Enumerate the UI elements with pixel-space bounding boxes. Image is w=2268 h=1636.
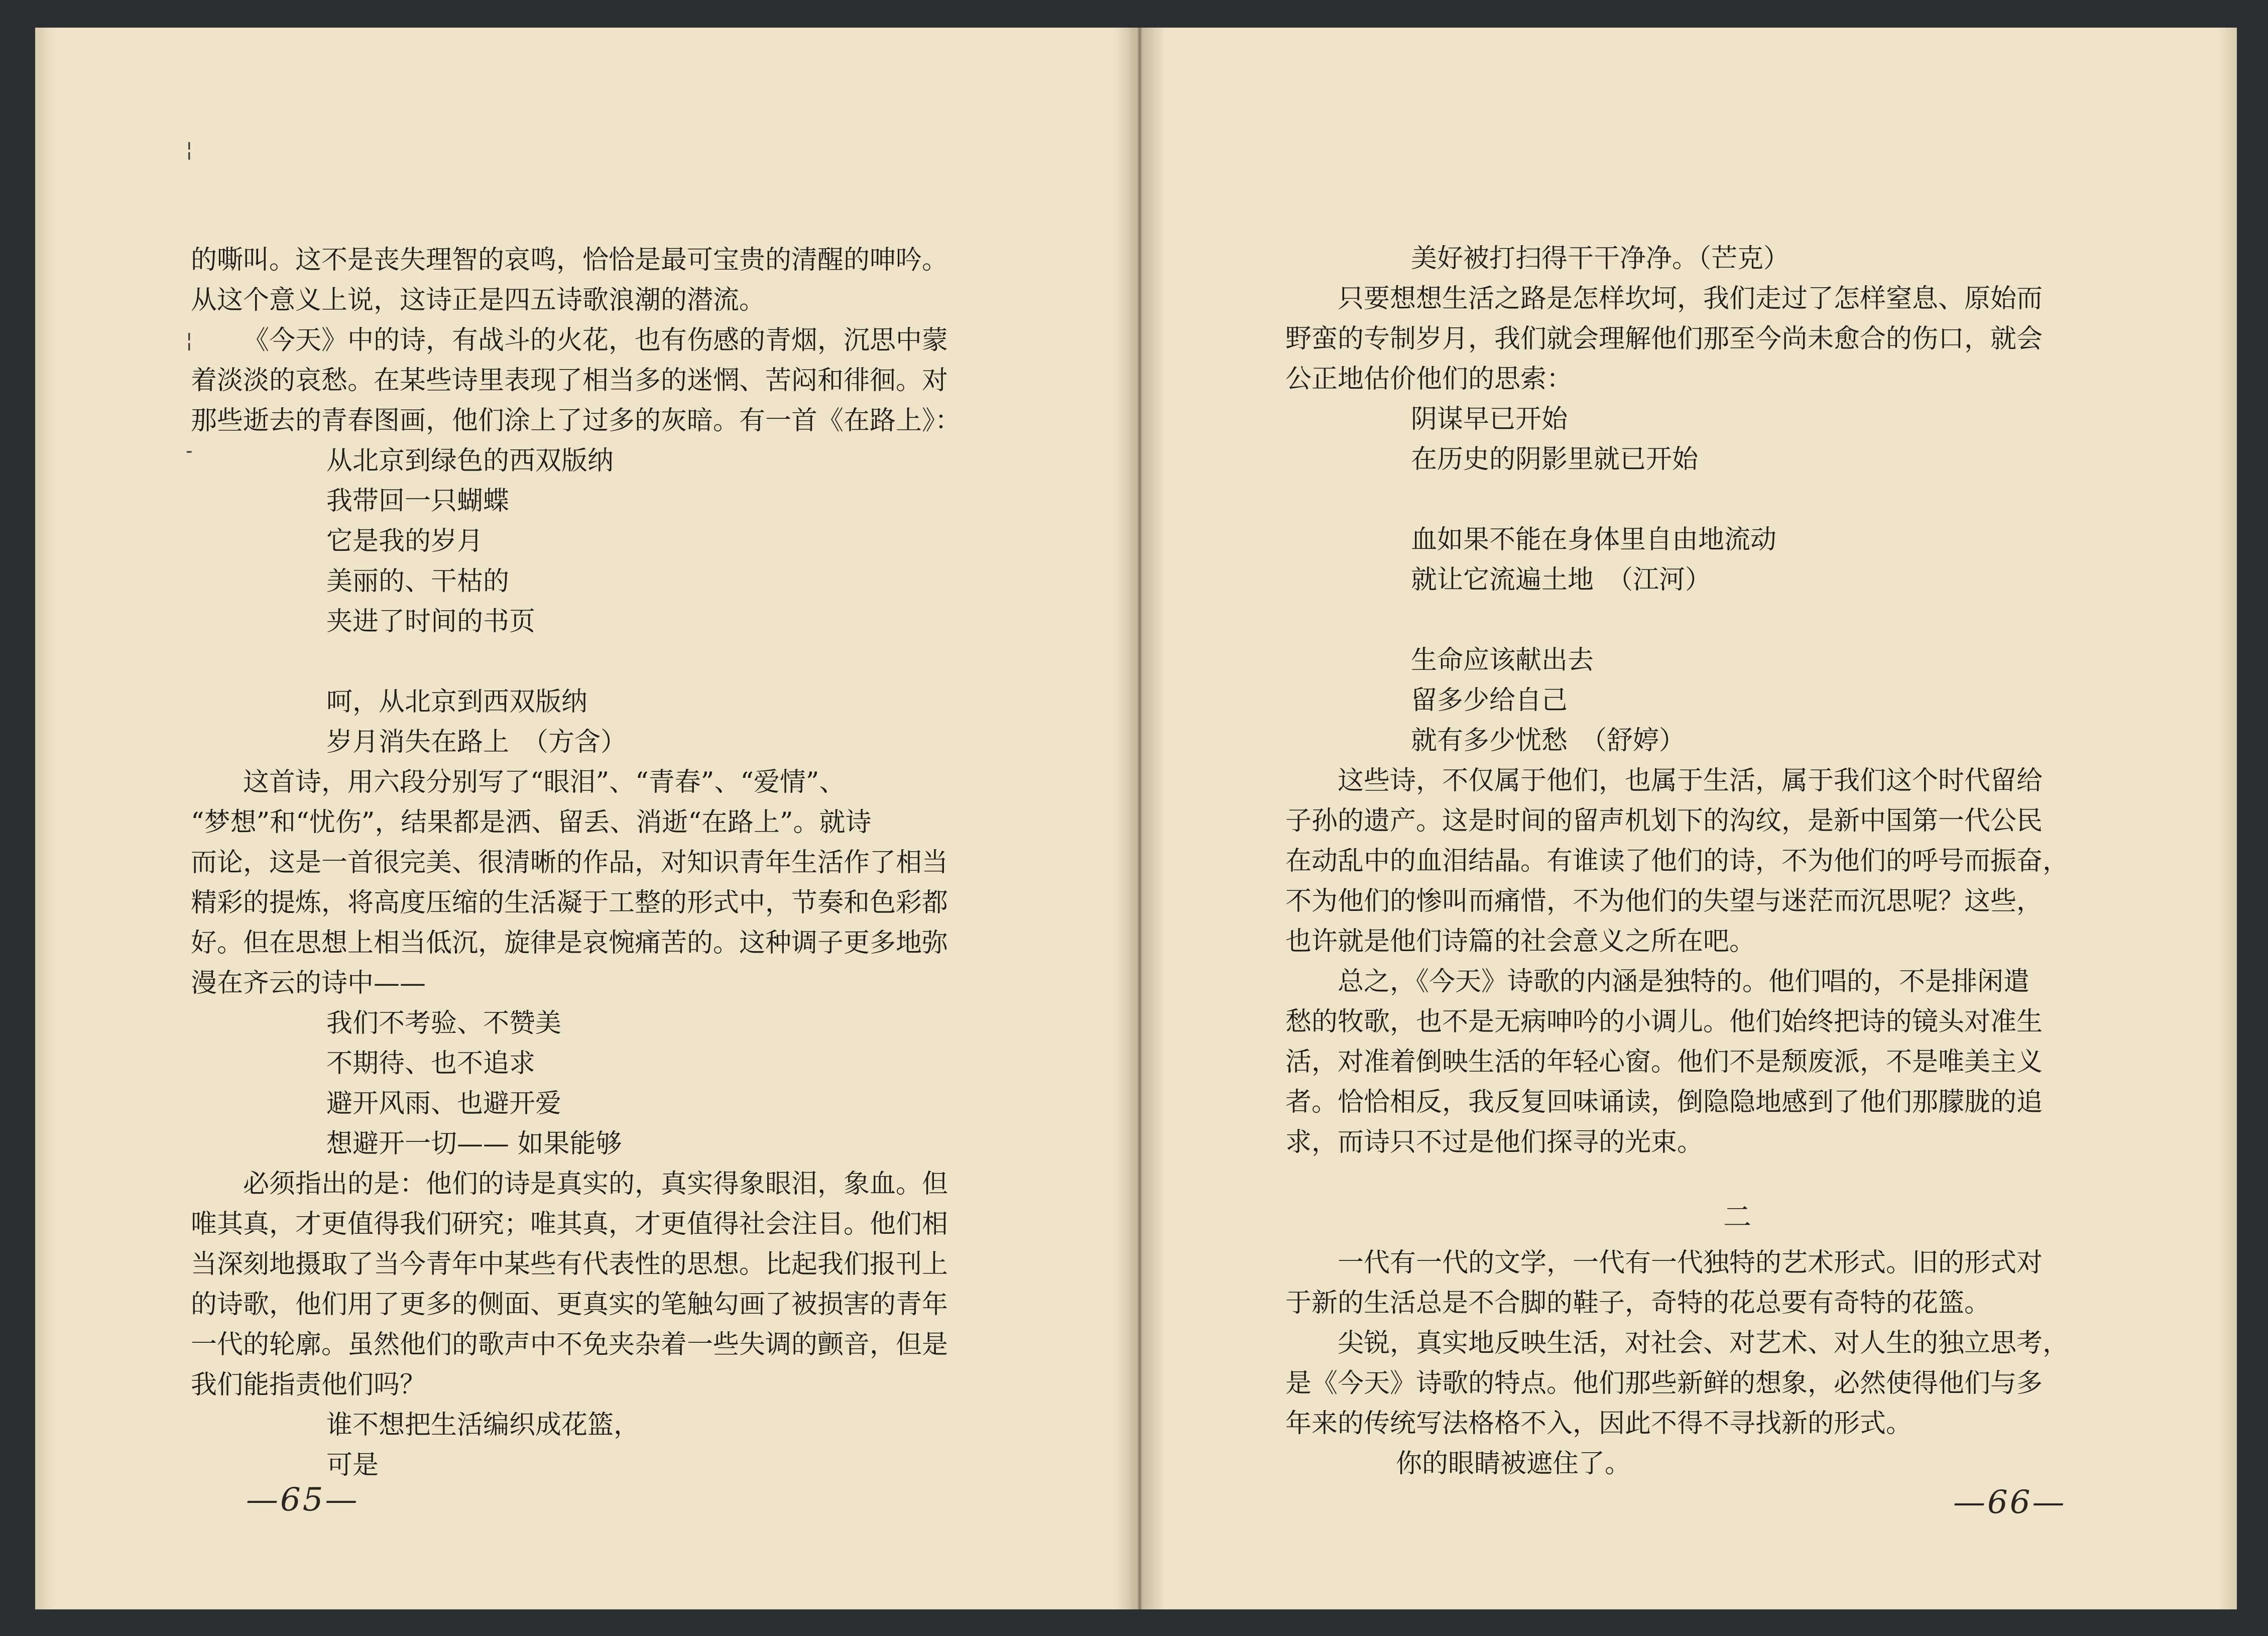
text-line: 精彩的提炼，将高度压缩的生活凝于工整的形式中，节奏和色彩都 (191, 888, 948, 918)
left-page-text (191, 240, 1044, 1485)
verse-line: 你的眼睛被遮住了。 (1396, 1449, 1631, 1479)
section-heading: 二 (1723, 1201, 1751, 1234)
text-line: 不为他们的惨叫而痛惜，不为他们的失望与迷茫而沉思呢？这些， (1285, 886, 2043, 916)
verse-line: 想避开一切—— 如果能够 (326, 1129, 622, 1159)
verse-line: 就有多少忧愁 （舒婷） (1411, 726, 1686, 756)
text-line: 尖锐，真实地反映生活，对社会、对艺术、对人生的独立思考， (1338, 1328, 2069, 1358)
verse-line: 生命应该献出去 (1411, 645, 1594, 675)
text-line: 漫在齐云的诗中—— (191, 968, 426, 998)
verse-line: 从北京到绿色的西双版纳 (326, 446, 614, 476)
verse-line: 就让它流遍土地 （江河） (1411, 565, 1712, 595)
page-number: —65— (246, 1481, 360, 1518)
text-line: 活，对准着倒映生活的年轻心窗。他们不是颓废派，不是唯美主义 (1285, 1047, 2043, 1077)
text-line: 一代有一代的文学，一代有一代独特的艺术形式。旧的形式对 (1338, 1248, 2043, 1278)
right-page-text (1285, 239, 2189, 1484)
margin-mark: ¦ (186, 138, 193, 161)
page-number: —66— (1953, 1484, 2067, 1521)
stanza-gap (1285, 480, 2189, 520)
verse-line: 它是我的岁月 (326, 526, 484, 556)
stanza-gap (191, 642, 1044, 682)
text-line: 野蛮的专制岁月，我们就会理解他们那至今尚未愈合的伤口，就会 (1285, 324, 2043, 354)
text-line: “梦想”和“忧伤”，结果都是洒、留丢、消逝“在路上”。就诗 (191, 807, 872, 838)
text-line: 愁的牧歌，也不是无病呻吟的小调儿。他们始终把诗的镜头对准生 (1285, 1007, 2043, 1037)
verse-line: 呵，从北京到西双版纳 (326, 687, 588, 717)
verse-line: 血如果不能在身体里自由地流动 (1411, 525, 1777, 555)
text-line: 一代的轮廓。虽然他们的歌声中不免夹杂着一些失调的颤音，但是 (191, 1330, 948, 1360)
stanza-gap (1285, 600, 2189, 640)
verse-line: 阴谋早已开始 (1411, 404, 1568, 434)
text-line: 当深刻地摄取了当今青年中某些有代表性的思想。比起我们报刊上 (191, 1249, 948, 1279)
text-line: 着淡淡的哀愁。在某些诗里表现了相当多的迷惘、苦闷和徘徊。对 (191, 366, 948, 396)
text-line: 的嘶叫。这不是丧失理智的哀鸣，恰恰是最可宝贵的清醒的呻吟。 (191, 245, 948, 275)
verse-line: 不期待、也不追求 (326, 1048, 536, 1079)
text-line: 这些诗，不仅属于他们，也属于生活，属于我们这个时代留给 (1338, 766, 2043, 796)
book-gutter (1115, 28, 1165, 1609)
verse-line: 在历史的阴影里就已开始 (1411, 444, 1699, 475)
text-line: 年来的传统写法格格不入，因此不得不寻找新的形式。 (1285, 1409, 1913, 1439)
text-line: 公正地估价他们的思索： (1285, 364, 1573, 394)
open-book (35, 28, 2237, 1609)
margin-mark: - (186, 439, 193, 462)
margin-mark: ¦ (186, 329, 193, 352)
text-line: 是《今天》诗歌的特点。他们那些新鲜的想象，必然使得他们与多 (1285, 1368, 2043, 1398)
text-line: 只要想想生活之路是怎样坎坷，我们走过了怎样窒息、原始而 (1338, 284, 2043, 314)
text-line: 者。恰恰相反，我反复回味诵读，倒隐隐地感到了他们那朦胧的追 (1285, 1087, 2043, 1117)
text-line: 我们能指责他们吗？ (191, 1370, 426, 1400)
verse-line: 可是 (326, 1450, 379, 1480)
text-line: 好。但在思想上相当低沉，旋律是哀惋痛苦的。这种调子更多地弥 (191, 928, 948, 958)
text-line: 在动乱中的血泪结晶。有谁读了他们的诗，不为他们的呼号而振奋， (1285, 846, 2069, 876)
text-line: 子孙的遗产。这是时间的留声机划下的沟纹，是新中国第一代公民 (1285, 806, 2043, 836)
right-page-edge (2217, 28, 2237, 1609)
text-line: 也许就是他们诗篇的社会意义之所在吧。 (1285, 926, 1756, 957)
left-page (35, 28, 1130, 1609)
verse-line: 美好被打扫得干干净净。（芒克） (1411, 244, 1790, 274)
right-page (1140, 28, 2237, 1609)
text-line: 而论，这是一首很完美、很清晰的作品，对知识青年生活作了相当 (191, 848, 948, 878)
text-line: 从这个意义上说，这诗正是四五诗歌浪潮的潜流。 (191, 285, 766, 315)
text-line: 的诗歌，他们用了更多的侧面、更真实的笔触勾画了被损害的青年 (191, 1290, 948, 1320)
text-line: 总之，《今天》诗歌的内涵是独特的。他们唱的，不是排闲遣 (1338, 967, 2030, 997)
verse-line: 谁不想把生活编织成花篮， (326, 1410, 640, 1440)
verse-line: 避开风雨、也避开爱 (326, 1089, 562, 1119)
verse-line: 美丽的、干枯的 (326, 566, 510, 597)
verse-line: 我们不考验、不赞美 (326, 1008, 562, 1038)
text-line: 这首诗，用六段分别写了“眼泪”、“青春”、“爱情”、 (243, 767, 846, 797)
verse-line: 岁月消失在路上 （方含） (326, 727, 627, 757)
text-line: 必须指出的是：他们的诗是真实的，真实得象眼泪，象血。但 (243, 1169, 948, 1199)
text-line: 求，而诗只不过是他们探寻的光束。 (1285, 1127, 1704, 1157)
verse-line: 留多少给自己 (1411, 685, 1568, 716)
left-page-edge (35, 28, 55, 1609)
verse-line: 夹进了时间的书页 (326, 607, 536, 637)
text-line: 于新的生活总是不合脚的鞋子，奇特的花总要有奇特的花篮。 (1285, 1288, 1991, 1318)
text-line: 《今天》中的诗，有战斗的火花，也有伤感的青烟，沉思中蒙 (243, 325, 948, 356)
verse-line: 我带回一只蝴蝶 (326, 486, 510, 516)
text-line: 那些逝去的青春图画，他们涂上了过多的灰暗。有一首《在路上》： (191, 406, 962, 436)
text-line: 唯其真，才更值得我们研究；唯其真，才更值得社会注目。他们相 (191, 1209, 948, 1239)
